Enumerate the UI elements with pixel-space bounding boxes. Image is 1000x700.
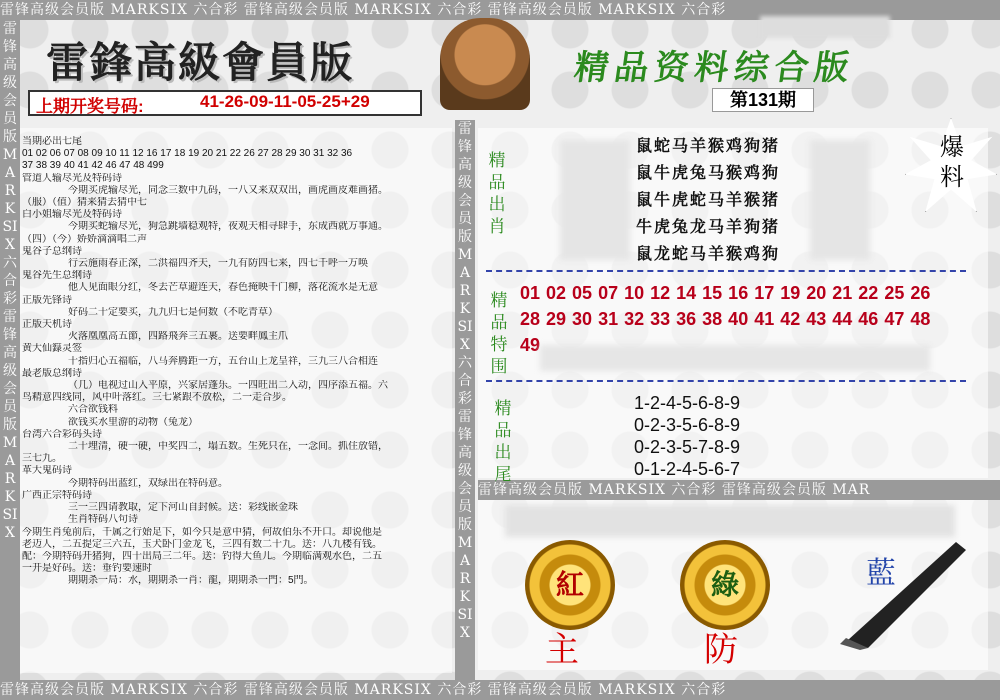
zodiac-row: 鼠蛇马羊猴鸡狗猪 [636, 136, 781, 155]
text-line: 欲钱买水里游的动物（兔龙） [68, 416, 198, 428]
text-line: 他人见面眼分红，冬去芒草避连天，春色掩映千门柳，落花流水是无意 [68, 282, 378, 294]
tail-row: 0-1-2-4-5-6-7 [634, 459, 741, 479]
text-line: 今期特码出蓝红，双绿出在特码意。 [68, 477, 228, 489]
zodiac-row: 牛虎兔龙马羊狗猪 [636, 217, 781, 236]
blurred-area [540, 345, 930, 371]
watermark-top: 雷锋高级会员版 MARKSIX 六合彩 雷锋高级会员版 MARKSIX 六合彩 雷锋高级会员版 MARKSIX 六合彩 [0, 0, 1000, 20]
tail-row: 0-2-3-5-6-8-9 [634, 415, 741, 435]
text-line: 正版天机诗 [22, 319, 72, 331]
text-line: 黄大仙籙灵签 [22, 343, 82, 355]
tail-row: 1-2-4-5-6-8-9 [634, 393, 741, 413]
coin-red-label: 紅 [555, 568, 584, 601]
number-line: 28 29 30 31 32 33 36 38 40 41 42 43 44 46 47 48 [520, 309, 931, 329]
watermark-mid: 雷锋高级会员版 MARKSIX 六合彩 雷锋高级会员版 MAR [478, 480, 1000, 500]
text-line: 37 38 39 40 41 42 46 47 48 499 [22, 160, 164, 172]
zodiac-label: 精品出肖 [488, 151, 506, 237]
zodiac-row: 鼠牛虎兔马猴鸡狗 [636, 163, 781, 182]
coin-green-label: 綠 [710, 568, 739, 601]
text-line: 台湾六合彩码头诗 [22, 428, 102, 440]
watermark-bottom: 雷锋高级会员版 MARKSIX 六合彩 雷锋高级会员版 MARKSIX 六合彩 雷锋高级会员版 MARKSIX 六合彩 [0, 680, 1000, 700]
primary-tag: 主 [545, 630, 579, 670]
number-line: 49 [520, 335, 541, 355]
text-line: 三一三四请教取，定下河山自封候。送：彩线嵌金珠 [68, 502, 298, 514]
zodiac-row: 鼠龙蛇马羊猴鸡狗 [636, 244, 781, 263]
burst-label: 爆料 [940, 133, 964, 191]
text-line: 行云施雨春正深，二洪福四齐天，一九有防四七来，四七千呼一万唤 [68, 258, 368, 270]
text-line: 正版先锋诗 [22, 294, 72, 306]
left-text-block [22, 136, 452, 588]
text-line: 今期买虎输尽光，同念三数中九码，一八又来双双出，画虎画皮难画猪。 [68, 184, 388, 196]
text-line: 十指归心五福临，八马奔腾距一方，五台山上龙呈祥，三九三八合相连 [68, 355, 378, 367]
zodiac-rows [636, 132, 780, 267]
text-line: 01 02 06 07 08 09 10 11 12 16 17 18 19 20 21 22 26 27 28 29 30 31 32 36 [22, 148, 353, 160]
blurred-area [560, 140, 630, 260]
text-line: 鬼谷先生总纲诗 [22, 270, 92, 282]
blurred-area [810, 140, 870, 260]
text-line: 一开是好码。送：垂钓要速时 [22, 563, 152, 575]
text-line: 老迈人，二五提定三六五，玉犬卧门金龙飞，三四有数二十九。送：八九楼有钱。 [22, 538, 382, 550]
text-line: （四）（今）娇娇滴滴唱二声 [22, 233, 147, 245]
text-line: 革大鬼码诗 [22, 465, 72, 477]
zodiac-row: 鼠牛虎蛇马羊猴猪 [636, 190, 781, 209]
text-line: 配：今期特码开猪狗，四十出局三二年。送：钓得大鱼儿。今期临满观水色，二五 [22, 550, 382, 562]
prev-result-label: 上期开奖号码: [36, 97, 144, 116]
prev-result-numbers: 41-26-09-11-05-25+29 [200, 92, 370, 111]
text-line: 生肖特码八句诗 [68, 514, 138, 526]
subtitle: 精品资料综合版 [571, 48, 858, 88]
number-label: 精品特围 [490, 291, 508, 377]
text-line: 鬼谷子总纲诗 [22, 245, 82, 257]
issue-number: 第131期 [712, 88, 814, 112]
text-line: （几）电视过山入平原，兴家居蓬乐。一四旺出二入动，四序添五福。六 [68, 380, 388, 392]
divider [486, 380, 966, 382]
text-line: 今期生肖兔前后，千属之行始足下，如今只是意中猜，何故伯乐不开口。却说他是 [22, 526, 382, 538]
text-line: 当期必出七尾 [22, 136, 82, 147]
tail-row: 0-2-3-5-7-8-9 [634, 437, 741, 457]
text-line: 今期买蛇输尽光，狗急跳墙稳观特，夜观天相寻肆手，东成西就万事通。 [68, 221, 388, 233]
text-line: 白小姐输尽光及特码诗 [22, 209, 122, 221]
tail-rows [634, 392, 740, 480]
text-line: 好码二十定要买，九九归七是何数（不吃青草） [68, 306, 278, 318]
coin-blue-label: 藍 [866, 556, 896, 591]
divider [486, 270, 966, 272]
blurred-area [505, 505, 955, 537]
text-line: 二十埋清，硬一硬，中奖四二，塌五数。生死只在，一念间。抓住放错， [68, 441, 388, 453]
watermark-middle: 雷锋高级会员版MARKSIX六合彩雷锋高级会员版MARKSIX [455, 120, 475, 680]
text-line: 最老版总纲诗 [22, 367, 82, 379]
text-line: 六合欲钱料 [68, 404, 118, 416]
text-line: （服）（值）猜来猜去猜中七 [22, 197, 147, 209]
text-line: 广西正宗特码诗 [22, 489, 92, 501]
blurred-area [760, 16, 890, 38]
text-line: 管道人输尽光及特码诗 [22, 172, 122, 184]
text-line: 三七九。 [22, 453, 62, 465]
text-line: 期期杀一局：水，期期杀一肖：龍，期期杀一門：5門。 [68, 575, 314, 587]
page-title: 雷鋒高級會員版 [46, 38, 355, 87]
knife-icon [838, 540, 968, 650]
secondary-tag: 防 [704, 630, 738, 670]
watermark-left: 雷锋高级会员版MARKSIX六合彩雷锋高级会员版MARKSIX [0, 20, 20, 680]
portrait-image [440, 18, 530, 110]
text-line: 火落凰凰高五節，四路飛奔三五裹。送要畔鳳主爪 [68, 331, 288, 343]
text-line: 鸟精意四线同，风中叶落红。三七紧跟不放松，二一走合步。 [22, 392, 292, 404]
number-line: 01 02 05 07 10 12 14 15 16 17 19 20 21 22 25 26 [520, 283, 931, 303]
tail-label: 精品出尾 [494, 399, 512, 485]
